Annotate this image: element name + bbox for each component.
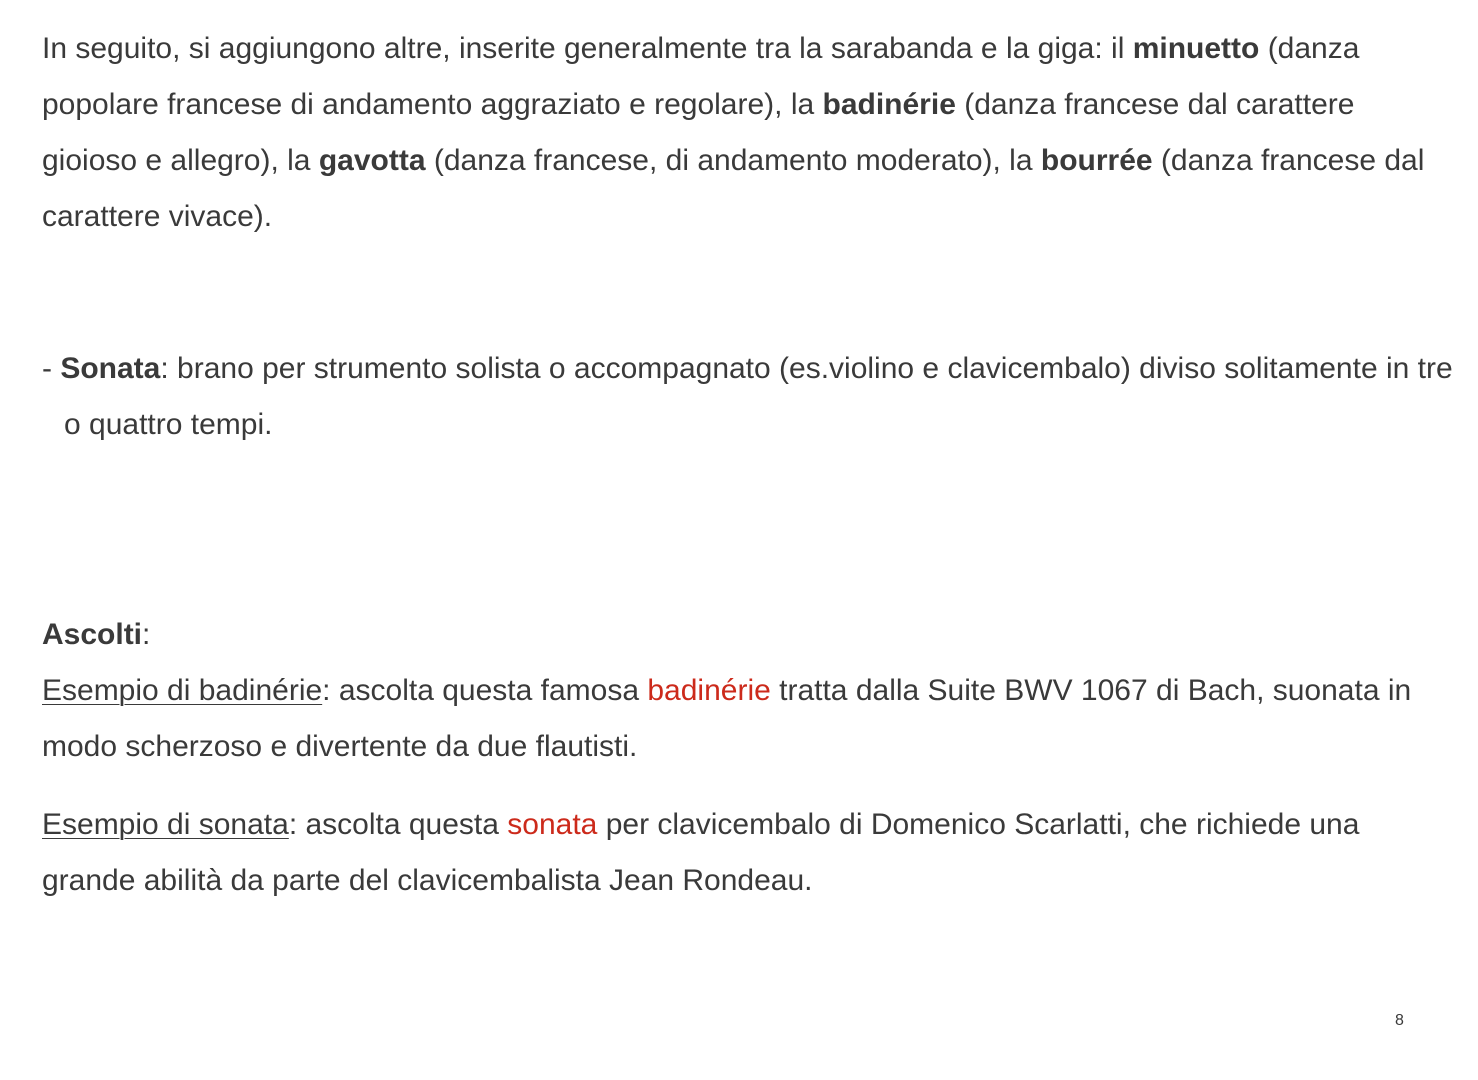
sonata-link[interactable]: sonata [507,808,598,841]
intro-paragraph [42,21,1432,245]
term-minuetto: minuetto [1132,32,1260,65]
sonata-description: : brano per strumento solista o accompagnato (es.violino e clavicembalo) diviso solitamente in tre o quattro tempi. [64,352,1453,441]
intro-text: (danza francese dal carattere vivace). [42,144,1425,233]
badinerie-example-label: Esempio di badinérie [42,674,323,707]
term-badinerie: badinérie [822,88,956,121]
badinerie-link[interactable]: badinérie [647,674,771,707]
badinerie-example-paragraph [42,663,1432,775]
term-bourree: bourrée [1040,144,1153,177]
badinerie-example-text: tratta dalla Suite BWV 1067 di Bach, suonata in modo scherzoso e divertente da due flautisti. [42,674,1412,763]
intro-text: (danza francese dal carattere gioioso e allegro), la [42,88,1355,177]
intro-text: In seguito, si aggiungono altre, inserite generalmente tra la sarabanda e la giga: il [42,32,1133,65]
intro-text: (danza popolare francese di andamento aggraziato e regolare), la [42,32,1360,121]
list-dash: - [42,352,61,385]
sonata-example-label: Esempio di sonata [42,808,289,841]
ascolti-colon: : [142,618,151,651]
term-gavotta: gavotta [318,144,426,177]
page-number: 8 [1395,1012,1404,1029]
term-sonata: Sonata [60,352,161,385]
intro-text: (danza francese, di andamento moderato), la [425,144,1041,177]
ascolti-heading-text: Ascolti [42,618,143,651]
badinerie-example-text: : ascolta questa famosa [322,674,648,707]
ascolti-heading [42,607,150,663]
sonata-example-text: : ascolta questa [288,808,508,841]
sonata-example-text: per clavicembalo di Domenico Scarlatti, che richiede una grande abilità da parte del clavicembalista Jean Rondeau. [42,808,1360,897]
sonata-list-item [42,341,1464,453]
sonata-example-paragraph [42,797,1432,909]
